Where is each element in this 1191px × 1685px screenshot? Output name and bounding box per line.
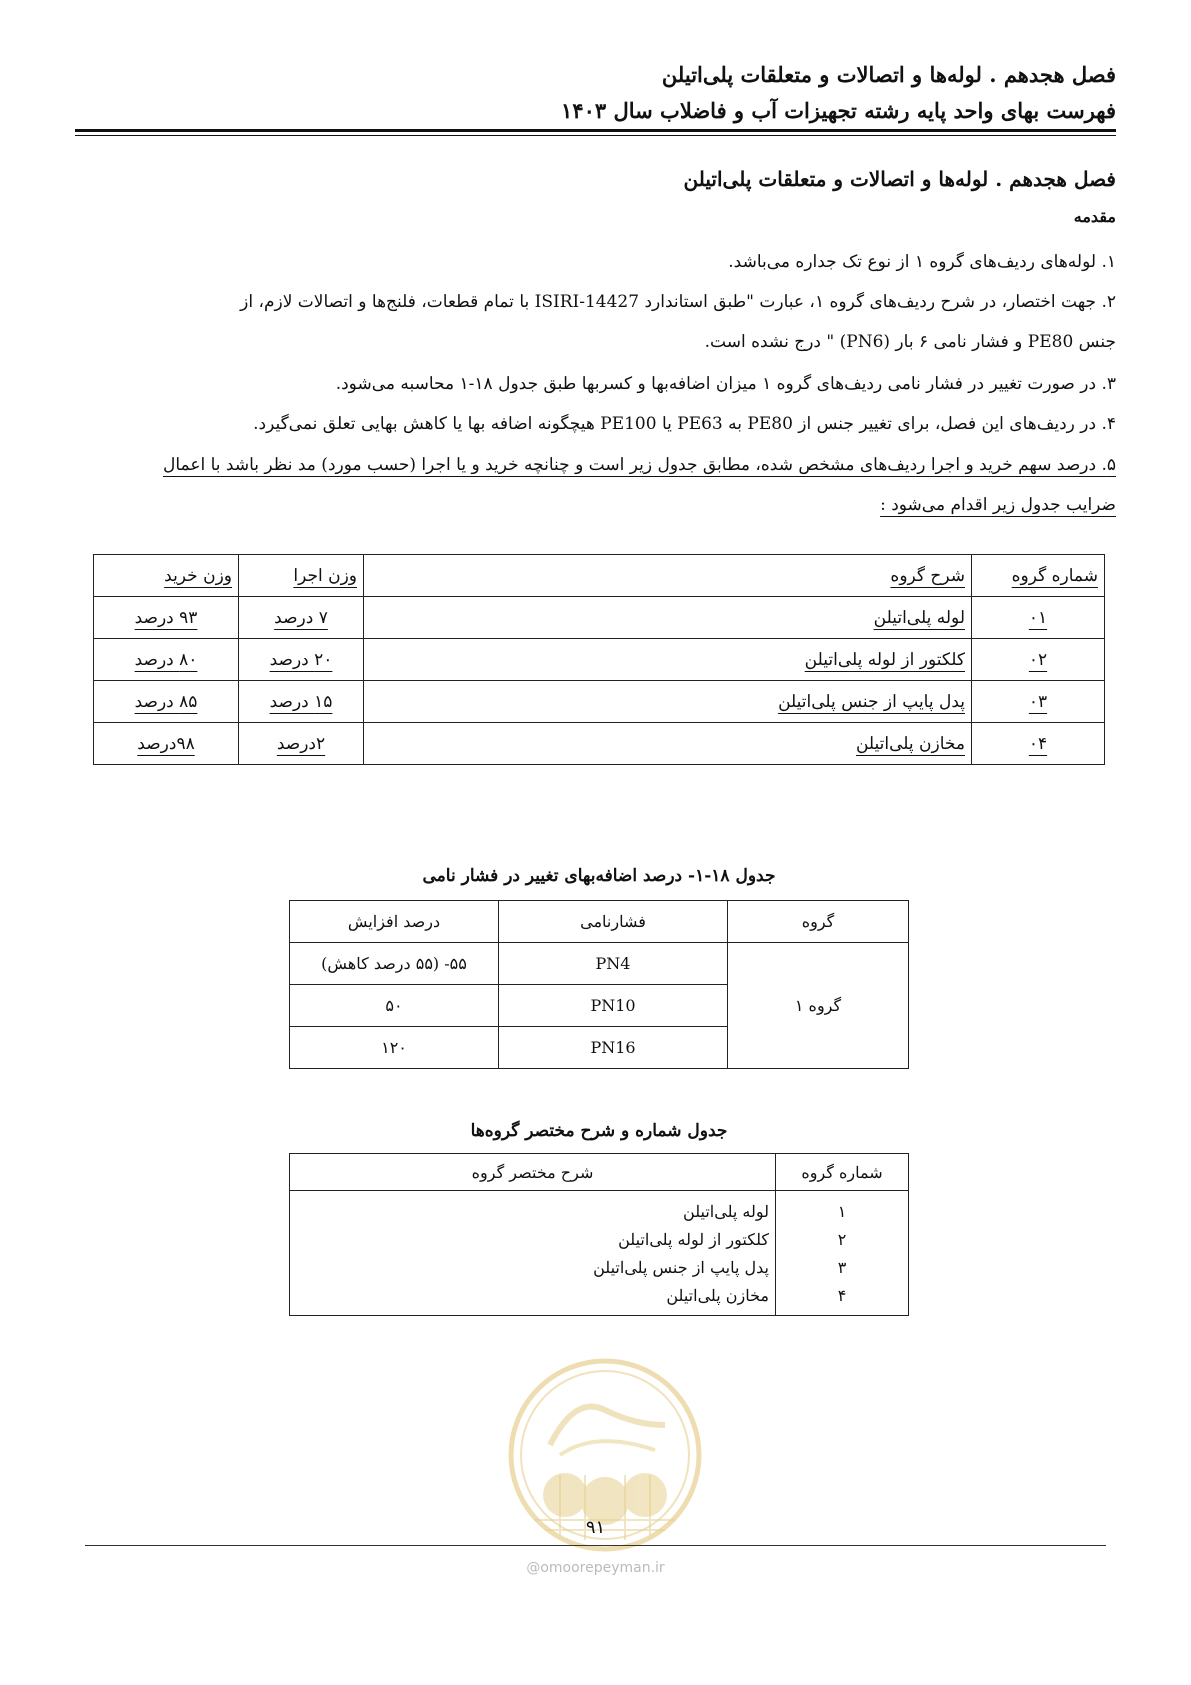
watermark-handle: @omoorepeyman.ir — [526, 1560, 665, 1576]
note-2-line-1: ۲. جهت اختصار، در شرح ردیف‌های گروه ۱، عبارت "طبق استاندارد ISIRI-14427 با تمام قطعات، فلنج‌ها و اتصالات لازم، از — [240, 292, 1116, 312]
cell-buy-weight: ۹۳ درصد — [94, 597, 239, 639]
cell-buy-weight: ۹۸درصد — [94, 723, 239, 765]
cell-group-desc: کلکتور از لوله پلی‌اتیلن — [364, 639, 972, 681]
header-divider-thin — [75, 135, 1116, 136]
cell-group-no: ۲ — [776, 1225, 909, 1253]
cell-group-desc: لوله پلی‌اتیلن — [364, 597, 972, 639]
table-row — [290, 943, 909, 985]
table-header-row — [290, 901, 909, 943]
table-header-row — [94, 555, 1105, 597]
col-header-group-no: شماره گروه — [776, 1154, 909, 1191]
cell-group-no: ۱ — [776, 1191, 909, 1226]
groups-table-caption: جدول شماره و شرح مختصر گروه‌ها — [470, 1121, 728, 1141]
note-3: ۳. در صورت تغییر در فشار نامی ردیف‌های گروه ۱ میزان اضافه‌بها و کسربها طبق جدول ۱۸-۱ محاسبه می‌شود. — [335, 374, 1116, 394]
note-5-line-1: ۵. درصد سهم خرید و اجرا ردیف‌های مشخص شده، مطابق جدول زیر است و چنانچه خرید و یا اجرا (حسب مورد) مد نظر باشد با اعمال — [162, 455, 1116, 475]
footer-divider — [85, 1545, 1106, 1546]
cell-group-no: ۰۴ — [972, 723, 1105, 765]
cell-group-desc: پدل پایپ از جنس پلی‌اتیلن — [290, 1253, 776, 1281]
table-row — [290, 1253, 909, 1281]
page-number: ۹۱ — [585, 1517, 606, 1538]
cell-group-no: ۴ — [776, 1281, 909, 1316]
col-header-exec-weight: وزن اجرا — [239, 555, 364, 597]
col-header-pressure: فشارنامی — [499, 901, 728, 943]
col-header-group-no: شماره گروه — [972, 555, 1105, 597]
col-header-buy-weight: وزن خرید — [94, 555, 239, 597]
note-5-line-2-text: ضرایب جدول زیر اقدام می‌شود : — [880, 495, 1116, 515]
cell-increase: ۱۲۰ — [290, 1027, 499, 1069]
table-row — [290, 1225, 909, 1253]
cell-buy-weight: ۸۰ درصد — [94, 639, 239, 681]
table-header-row — [290, 1154, 909, 1191]
note-1: ۱. لوله‌های ردیف‌های گروه ۱ از نوع تک جداره می‌باشد. — [728, 252, 1116, 272]
note-5-line-2 — [75, 493, 1116, 517]
cell-exec-weight: ۲۰ درصد — [239, 639, 364, 681]
table-row — [94, 639, 1105, 681]
cell-group-no: ۳ — [776, 1253, 909, 1281]
table-row — [94, 681, 1105, 723]
table-row — [290, 1191, 909, 1226]
cell-exec-weight: ۱۵ درصد — [239, 681, 364, 723]
cell-exec-weight: ۷ درصد — [239, 597, 364, 639]
cell-group-desc: مخازن پلی‌اتیلن — [290, 1281, 776, 1316]
cell-group-no: ۰۳ — [972, 681, 1105, 723]
purchase-execution-weights-table — [93, 554, 1105, 765]
col-header-group: گروه — [728, 901, 909, 943]
cell-group-desc: لوله پلی‌اتیلن — [290, 1191, 776, 1226]
table-row — [94, 723, 1105, 765]
section-title: فصل هجدهم . لوله‌ها و اتصالات و متعلقات پلی‌اتیلن — [683, 167, 1116, 191]
cell-group-desc: پدل پایپ از جنس پلی‌اتیلن — [364, 681, 972, 723]
pressure-table-caption: جدول ۱۸-۱- درصد اضافه‌بهای تغییر در فشار نامی — [422, 866, 776, 886]
cell-increase: ۵۰ — [290, 985, 499, 1027]
cell-pressure: PN16 — [499, 1027, 728, 1069]
cell-exec-weight: ۲درصد — [239, 723, 364, 765]
cell-group-label: گروه ۱ — [728, 943, 909, 1069]
header-divider-thick — [75, 129, 1116, 132]
group-summary-table — [289, 1153, 909, 1316]
cell-pressure: PN10 — [499, 985, 728, 1027]
cell-group-no: ۰۲ — [972, 639, 1105, 681]
note-2-line-2: جنس PE80 و فشار نامی ۶ بار (PN6) " درج نشده است. — [704, 332, 1116, 352]
cell-buy-weight: ۸۵ درصد — [94, 681, 239, 723]
col-header-group-desc: شرح مختصر گروه — [290, 1154, 776, 1191]
cell-pressure: PN4 — [499, 943, 728, 985]
cell-group-desc: کلکتور از لوله پلی‌اتیلن — [290, 1225, 776, 1253]
header-chapter-title: فصل هجدهم . لوله‌ها و اتصالات و متعلقات پلی‌اتیلن — [661, 62, 1116, 87]
cell-group-desc: مخازن پلی‌اتیلن — [364, 723, 972, 765]
cell-group-no: ۰۱ — [972, 597, 1105, 639]
intro-heading: مقدمه — [1073, 207, 1116, 226]
cell-increase: ۵۵- (۵۵ درصد کاهش) — [290, 943, 499, 985]
table-row — [94, 597, 1105, 639]
table-row — [290, 1281, 909, 1316]
header-price-list-title: فهرست بهای واحد پایه رشته تجهیزات آب و فاضلاب سال ۱۴۰۳ — [561, 98, 1116, 123]
pressure-surcharge-table — [289, 900, 909, 1069]
col-header-group-desc: شرح گروه — [364, 555, 972, 597]
col-header-increase: درصد افزایش — [290, 901, 499, 943]
note-4: ۴. در ردیف‌های این فصل، برای تغییر جنس از PE80 به PE63 یا PE100 هیچگونه اضافه بها یا کاهش بهایی تعلق نمی‌گیرد. — [253, 414, 1116, 434]
